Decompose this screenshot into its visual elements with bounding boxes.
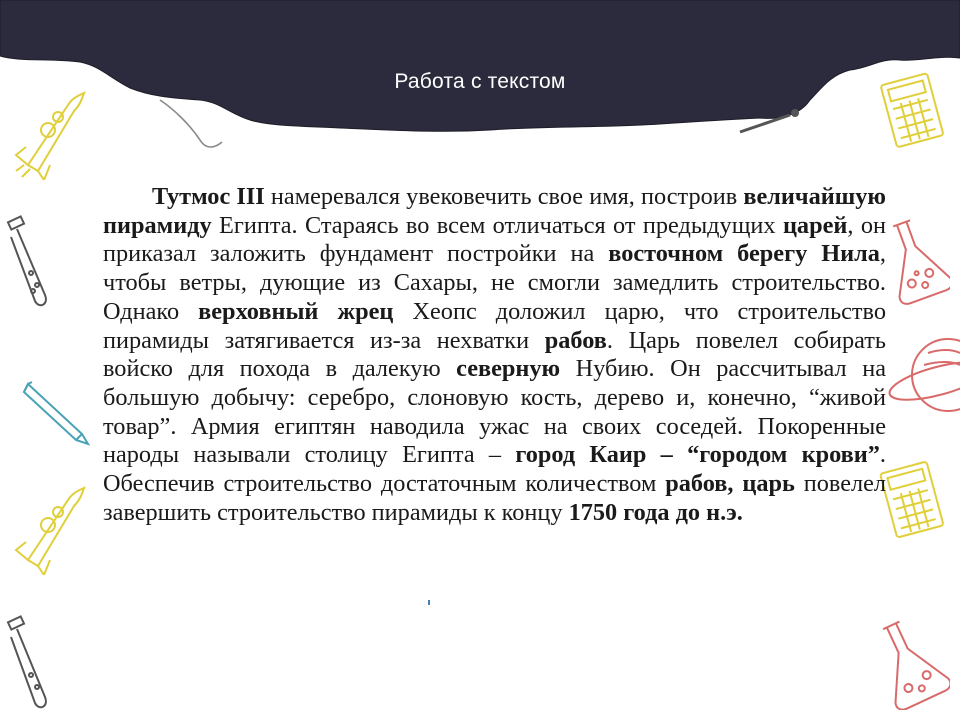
pencil-icon <box>22 378 92 448</box>
text-run: Нубию. Он рассчитывал на большую добычу: серебро, слоновую кость, дерево и, конечно, “живой товар”. Армия египтян наводила ужас на своих соседей. Покоренные народы называли столицу Египта – <box>103 355 886 469</box>
text-run: Хеопс доложил царю, что строительство пирамиды затягивается из-за нехватки <box>103 297 887 354</box>
text-run: , он приказал заложить фундамент постройки на <box>103 211 886 268</box>
text-run: . Обеспечив строительство достаточным количеством <box>103 441 886 498</box>
rocket-icon <box>8 85 88 180</box>
bold-text-run: 1750 года до н.э. <box>568 498 743 526</box>
test-tube-icon <box>5 615 60 715</box>
planet-icon <box>888 325 960 430</box>
test-tube-icon <box>5 215 60 310</box>
text-run: намеревался увековечить свое имя, построив <box>264 183 744 210</box>
text-run: . Царь повелел собирать войско для похода в далекую <box>103 326 886 383</box>
flask-icon <box>870 615 950 710</box>
text-run: , чтобы ветры, дующие из Сахары, не смогли замедлить строительство. Однако <box>103 240 886 325</box>
bold-text-run: величайшую пирамиду <box>103 183 886 239</box>
bold-text-run: Тутмос III <box>152 183 265 210</box>
bold-text-run: северную <box>456 355 561 383</box>
text-run: Египта. Стараясь во всем отличаться от предыдущих <box>211 211 783 239</box>
title-banner <box>0 0 960 200</box>
bold-text-run: восточном берегу Нила <box>608 240 880 268</box>
slide-title: Работа с текстом <box>394 70 566 93</box>
bold-text-run: рабов <box>544 326 607 354</box>
bold-text-run: рабов, царь <box>665 470 795 498</box>
rocket-icon <box>8 480 88 575</box>
bold-text-run: царей <box>782 211 848 239</box>
flask-icon <box>880 215 950 305</box>
calculator-icon <box>878 70 948 150</box>
calculator-icon <box>878 458 950 543</box>
text-run: повелел завершить строительство пирамиды к концу <box>103 470 887 526</box>
bold-text-run: верховный жрец <box>198 297 394 325</box>
bold-text-run: город Каир – “городом крови” <box>515 441 880 469</box>
body-paragraph <box>103 183 886 527</box>
text-cursor-mark <box>428 600 430 605</box>
